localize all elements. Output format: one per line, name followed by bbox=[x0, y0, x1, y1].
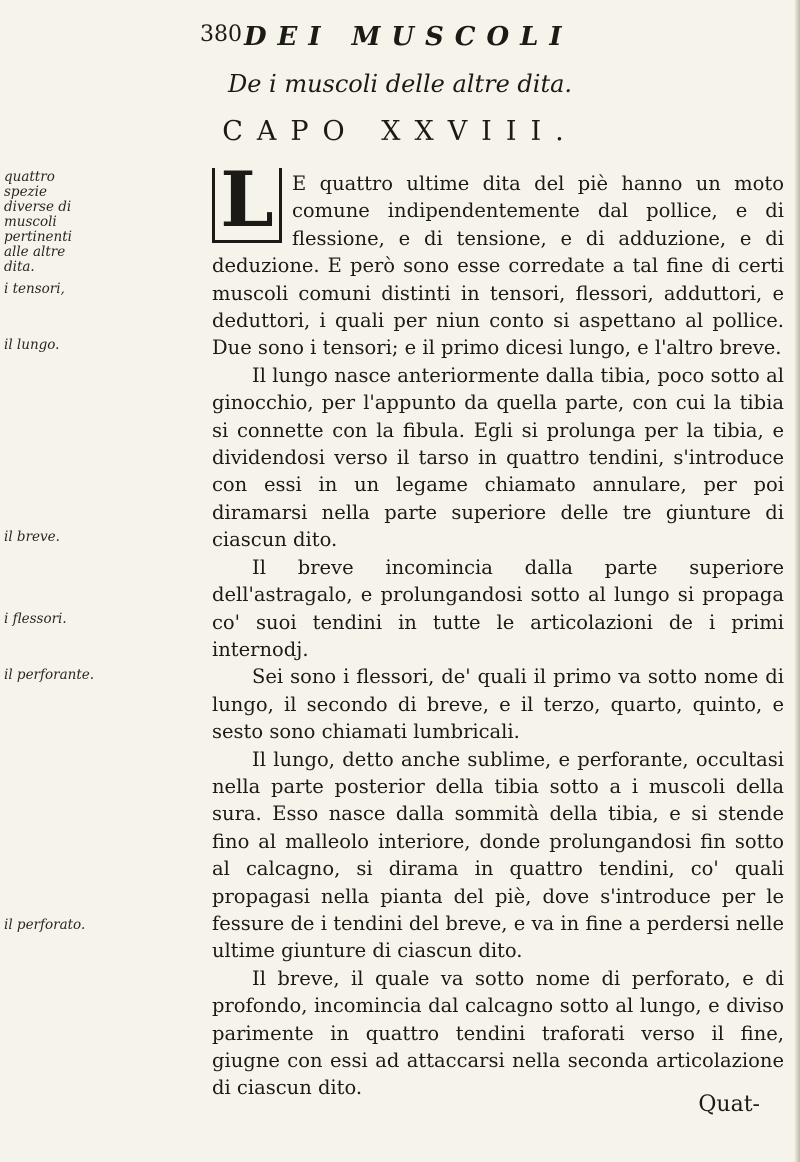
margin-note-lungo: il lungo. bbox=[4, 337, 60, 353]
page-header bbox=[0, 22, 800, 62]
chapter-title: CAPO XXVIII. bbox=[222, 116, 578, 147]
margin-note-flessori: i flessori. bbox=[4, 611, 67, 627]
paragraph-perforato: Il breve, il quale va sotto nome di perforato, e di profondo, incomincia dal calcagno sotto al lungo, e diviso parimente in quattro tendini traforati verso il fine, giugne con essi ad attaccarsi nella seconda articolazione di ciascun dito. bbox=[212, 966, 784, 1100]
running-head: DEI MUSCOLI bbox=[244, 22, 573, 52]
paragraph-breve: Il breve incomincia dalla parte superiore dell'astragalo, e prolungandosi sotto al lungo si propaga co' suoi tendini in tutte le articolazioni de i primi internodj. bbox=[212, 555, 784, 661]
body-text bbox=[212, 155, 784, 1102]
paragraph-lungo: Il lungo nasce anteriormente dalla tibia, poco sotto al ginocchio, per l'appunto da quella parte, con cui la tibia si connette con la fibula. Egli si prolunga per la tibia, e dividendosi verso il tarso in quattro tendini, s'introduce con essi in un legame chiamato annulare, per poi diramarsi nella parte superiore delle tre giunture di ciascun dito. bbox=[212, 363, 784, 552]
section-subtitle: De i muscoli delle altre dita. bbox=[227, 70, 573, 98]
drop-cap: L bbox=[212, 168, 282, 243]
margin-note-perforato: il perforato. bbox=[4, 917, 86, 933]
margin-note-breve: il breve. bbox=[4, 529, 60, 545]
margin-note-tensori: i tensori, bbox=[4, 281, 65, 297]
paragraph-intro bbox=[212, 155, 784, 362]
margin-note-perforante: il perforante. bbox=[4, 667, 95, 683]
margin-note-spezie: quattro spezie diverse di muscoli pertinenti alle altre dita. bbox=[4, 169, 72, 275]
page-edge-shadow bbox=[794, 0, 800, 1162]
catchword: Quat- bbox=[698, 1092, 760, 1117]
paragraph-1-text: E quattro ultime dita del piè hanno un moto comune indipendentemente dal pollice, e di flessione, e di tensione, e di adduzione, e di deduzione. E però sono esse corredate a tal fine di certi muscoli comuni distinti in tensori, flessori, adduttori, e deduttori, i quali per niun conto si aspettano al pollice. Due sono i tensori; e il primo dicesi lungo, e l'altro breve. bbox=[212, 172, 784, 360]
page-number: 380 bbox=[200, 22, 242, 47]
paragraph-perforante: Il lungo, detto anche sublime, e perforante, occultasi nella parte posterior della tibia sotto a i muscoli della sura. Esso nasce dalla sommità della tibia, e si stende fino al malleolo interiore, donde prolungandosi fin sotto al calcagno, si dirama in quattro tendini, co' quali propagasi nella pianta del piè, dove s'introduce per le fessure de i tendini del breve, e va in fine a perdersi nelle ultime giunture di ciascun dito. bbox=[212, 747, 784, 963]
paragraph-flessori: Sei sono i flessori, de' quali il primo va sotto nome di lungo, il secondo di breve, e il terzo, quarto, quinto, e sesto sono chiamati lumbricali. bbox=[212, 665, 784, 744]
